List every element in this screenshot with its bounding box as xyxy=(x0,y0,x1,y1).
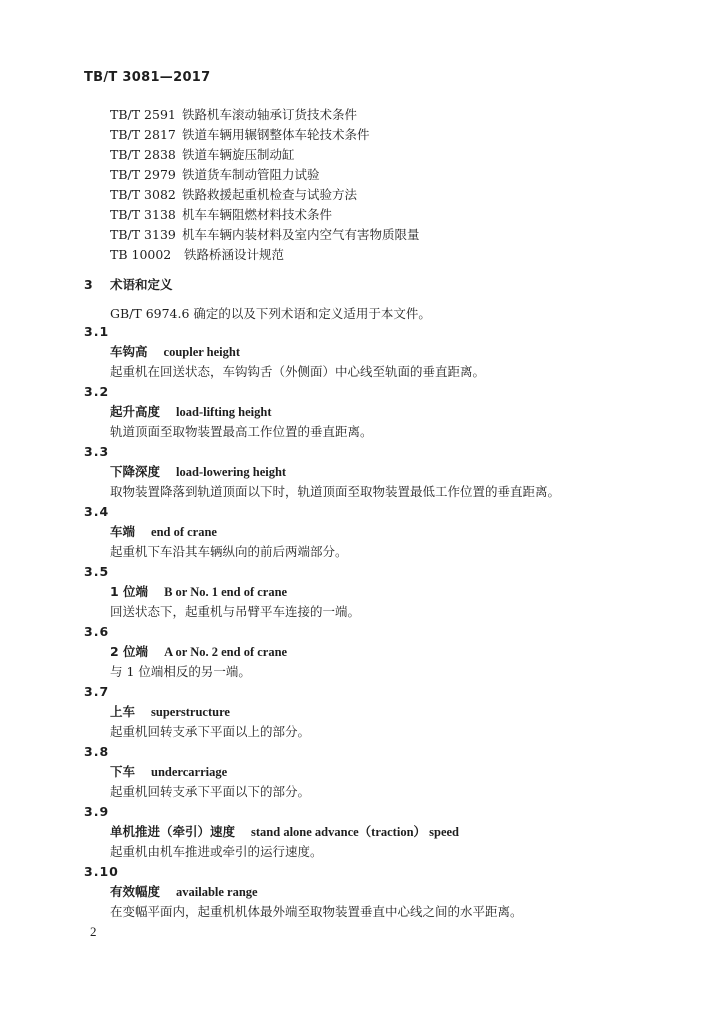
reference-item xyxy=(110,184,420,204)
term-definition: 取物装置降落到轨道顶面以下时，轨道顶面至取物装置最低工作位置的垂直距离。 xyxy=(110,484,561,499)
reference-item xyxy=(110,244,420,264)
term-heading xyxy=(110,642,287,662)
reference-title: 铁道货车制动管阻力试验 xyxy=(182,167,320,182)
term-number: 3.3 xyxy=(84,444,110,459)
term-number: 3.5 xyxy=(84,564,110,579)
term-chinese: 有效幅度 xyxy=(110,884,161,899)
term-heading xyxy=(110,822,459,842)
reference-title: 铁道车辆旋压制动缸 xyxy=(182,147,295,162)
document-header: TB/T 3081—2017 xyxy=(84,70,211,85)
term-chinese: 起升高度 xyxy=(110,404,161,419)
term-chinese: 车钩高 xyxy=(110,344,148,359)
term-heading xyxy=(110,462,286,482)
term-number: 3.2 xyxy=(84,384,110,399)
term-number: 3.9 xyxy=(84,804,110,819)
term-heading xyxy=(110,522,217,542)
term-list xyxy=(84,322,684,922)
term-heading xyxy=(110,582,287,602)
reference-item xyxy=(110,164,420,184)
term-entry xyxy=(84,862,684,922)
term-number: 3.10 xyxy=(84,864,119,879)
term-english: stand alone advance（traction） speed xyxy=(251,825,460,839)
term-definition: 与 1 位端相反的另一端。 xyxy=(110,664,251,679)
reference-title: 机车车辆阻燃材料技术条件 xyxy=(182,207,333,222)
reference-code: TB/T 2838 xyxy=(110,146,176,162)
term-heading xyxy=(110,882,258,902)
term-number: 3.6 xyxy=(84,624,110,639)
term-english: load-lowering height xyxy=(176,465,287,479)
reference-item xyxy=(110,144,420,164)
term-heading xyxy=(110,342,240,362)
term-definition: 轨道顶面至取物装置最高工作位置的垂直距离。 xyxy=(110,424,373,439)
section-number: 3 xyxy=(84,277,93,292)
term-definition: 起重机回转支承下平面以下的部分。 xyxy=(110,784,311,799)
reference-code: TB/T 2817 xyxy=(110,126,176,142)
reference-code: TB/T 3082 xyxy=(110,186,176,202)
reference-code: TB/T 3139 xyxy=(110,226,176,242)
reference-list xyxy=(110,104,420,264)
term-definition: 在变幅平面内，起重机机体最外端至取物装置垂直中心线之间的水平距离。 xyxy=(110,904,523,919)
term-english: B or No. 1 end of crane xyxy=(164,585,288,599)
term-english: coupler height xyxy=(163,345,241,359)
reference-item xyxy=(110,224,420,244)
term-definition: 回送状态下，起重机与吊臂平车连接的一端。 xyxy=(110,604,361,619)
term-definition: 起重机在回送状态，车钩钩舌（外侧面）中心线至轨面的垂直距离。 xyxy=(110,364,486,379)
reference-item xyxy=(110,124,420,144)
term-heading xyxy=(110,762,227,782)
term-entry xyxy=(84,802,684,862)
reference-code: TB/T 3138 xyxy=(110,206,176,222)
reference-item xyxy=(110,204,420,224)
term-entry xyxy=(84,382,684,442)
section-heading xyxy=(84,275,173,293)
term-chinese: 单机推进（牵引）速度 xyxy=(110,824,236,839)
term-chinese: 2 位端 xyxy=(110,644,149,659)
reference-title: 机车车辆内装材料及室内空气有害物质限量 xyxy=(182,227,420,242)
reference-code: TB/T 2591 xyxy=(110,106,176,122)
term-entry xyxy=(84,682,684,742)
term-english: available range xyxy=(176,885,258,899)
term-definition: 起重机下车沿其车辆纵向的前后两端部分。 xyxy=(110,544,348,559)
term-number: 3.4 xyxy=(84,504,110,519)
term-chinese: 下降深度 xyxy=(110,464,161,479)
term-english: end of crane xyxy=(151,525,217,539)
reference-title: 铁路机车滚动轴承订货技术条件 xyxy=(182,107,358,122)
term-chinese: 车端 xyxy=(110,524,136,539)
reference-code: TB 10002 xyxy=(110,246,172,262)
term-english: A or No. 2 end of crane xyxy=(164,645,288,659)
term-heading xyxy=(110,402,272,422)
term-definition: 起重机回转支承下平面以上的部分。 xyxy=(110,724,311,739)
section-title: 术语和定义 xyxy=(110,277,173,292)
term-chinese: 上车 xyxy=(110,704,136,719)
reference-title: 铁路桥涵设计规范 xyxy=(184,247,285,262)
term-number: 3.7 xyxy=(84,684,110,699)
reference-item xyxy=(110,104,420,124)
term-entry xyxy=(84,322,684,382)
term-chinese: 下车 xyxy=(110,764,136,779)
term-entry xyxy=(84,442,684,502)
term-number: 3.1 xyxy=(84,324,110,339)
section-intro: GB/T 6974.6 确定的以及下列术语和定义适用于本文件。 xyxy=(110,306,431,321)
term-english: undercarriage xyxy=(151,765,228,779)
term-entry xyxy=(84,502,684,562)
term-english: superstructure xyxy=(151,705,230,719)
term-entry xyxy=(84,622,684,682)
term-number: 3.8 xyxy=(84,744,110,759)
term-english: load-lifting height xyxy=(176,405,272,419)
reference-title: 铁道车辆用辗钢整体车轮技术条件 xyxy=(182,127,370,142)
page-number: 2 xyxy=(90,924,97,939)
term-chinese: 1 位端 xyxy=(110,584,149,599)
term-entry xyxy=(84,742,684,802)
term-entry xyxy=(84,562,684,622)
term-definition: 起重机由机车推进或牵引的运行速度。 xyxy=(110,844,323,859)
reference-title: 铁路救援起重机检查与试验方法 xyxy=(182,187,358,202)
term-heading xyxy=(110,702,230,722)
reference-code: TB/T 2979 xyxy=(110,166,176,182)
